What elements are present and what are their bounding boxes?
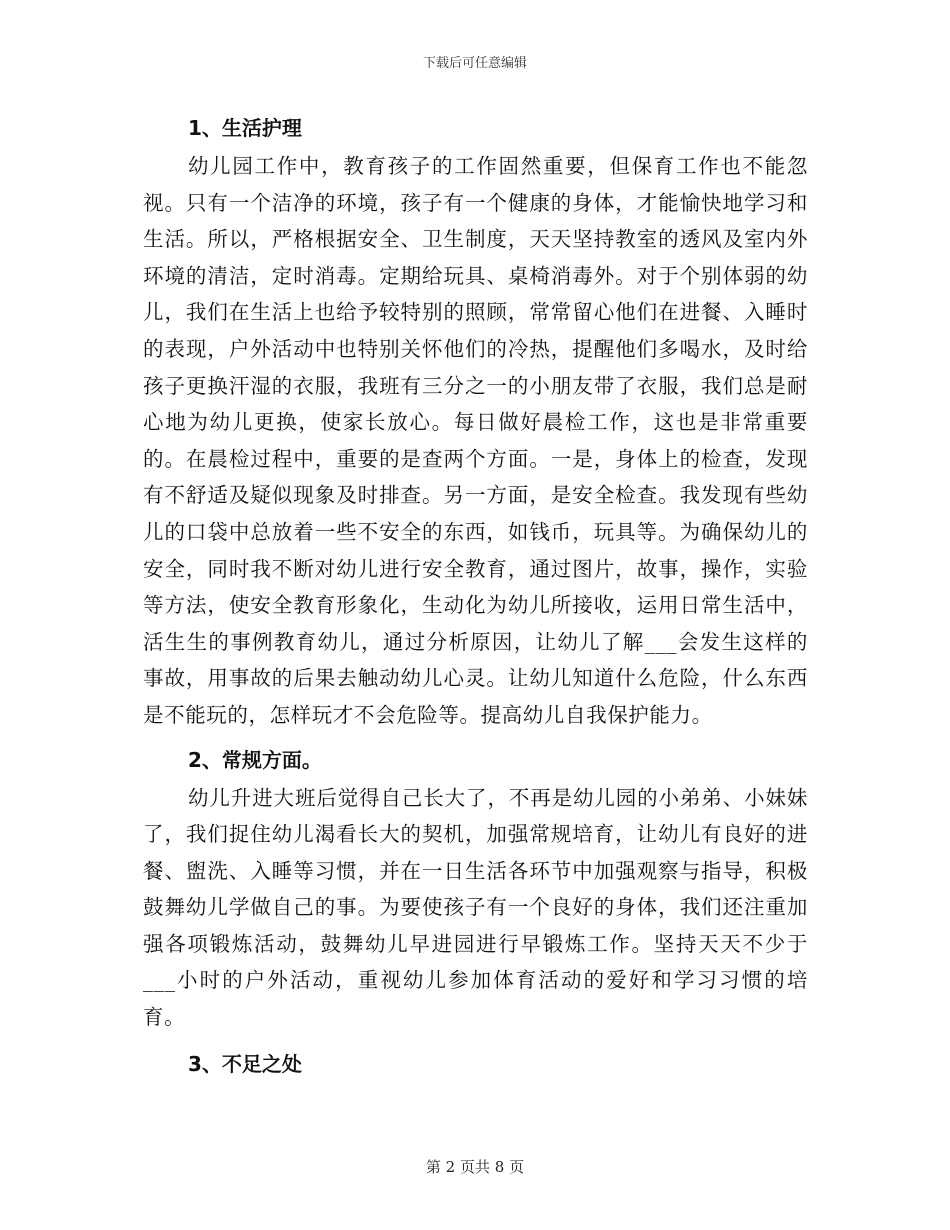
section-heading-routine: 2、常规方面。 xyxy=(188,747,322,772)
section-paragraph-routine: 幼儿升进大班后觉得自己长大了，不再是幼儿园的小弟弟、小妹妹了，我们捉住幼儿渴看长大的契机，加强常规培育，让幼儿有良好的进餐、盥洗、入睡等习惯，并在一日生活各环节中加强观察与指导，积极鼓舞幼儿学做自己的事。为要使孩子有一个良好的身体，我们还注重加强各项锻炼活动，鼓舞幼儿早进园进行早锻炼工作。坚持天天不少于___小时的户外活动，重视幼儿参加体育活动的爱好和学习习惯的培育。 xyxy=(143,785,808,1030)
section-heading-life-care: 1、生活护理 xyxy=(188,116,302,140)
page-header: 下载后可任意编辑 xyxy=(422,56,527,71)
page-footer: 第 2 页共 8 页 xyxy=(425,1158,525,1176)
document-body xyxy=(143,110,808,1082)
section-paragraph-life-care: 幼儿园工作中，教育孩子的工作固然重要，但保育工作也不能忽视。只有一个洁净的环境，孩子有一个健康的身体，才能愉快地学习和生活。所以，严格根据安全、卫生制度，天天坚持教室的透风及室内外环境的清洁，定时消毒。定期给玩具、桌椅消毒外。对于个别体弱的幼儿，我们在生活上也给予较特别的照顾，常常留心他们在进餐、入睡时的表现，户外活动中也特别关怀他们的冷热，提醒他们多喝水，及时给孩子更换汗湿的衣服，我班有三分之一的小朋友带了衣服，我们总是耐心地为幼儿更换，使家长放心。每日做好晨检工作，这也是非常重要的。在晨检过程中，重要的是查两个方面。一是，身体上的检查，发现有不舒适及疑似现象及时排查。另一方面，是安全检查。我发现有些幼儿的口袋中总放着一些不安全的东西，如钱币，玩具等。为确保幼儿的安全，同时我不断对幼儿进行安全教育，通过图片，故事，操作，实验等方法，使安全教育形象化，生动化为幼儿所接收，运用日常生活中，活生生的事例教育幼儿，通过分析原因，让幼儿了解___会发生这样的事故，用事故的后果去触动幼儿心灵。让幼儿知道什么危险，什么东西是不能玩的，怎样玩才不会危险等。提高幼儿自我保护能力。 xyxy=(143,154,808,727)
section-heading-shortcomings: 3、不足之处 xyxy=(188,1051,302,1076)
